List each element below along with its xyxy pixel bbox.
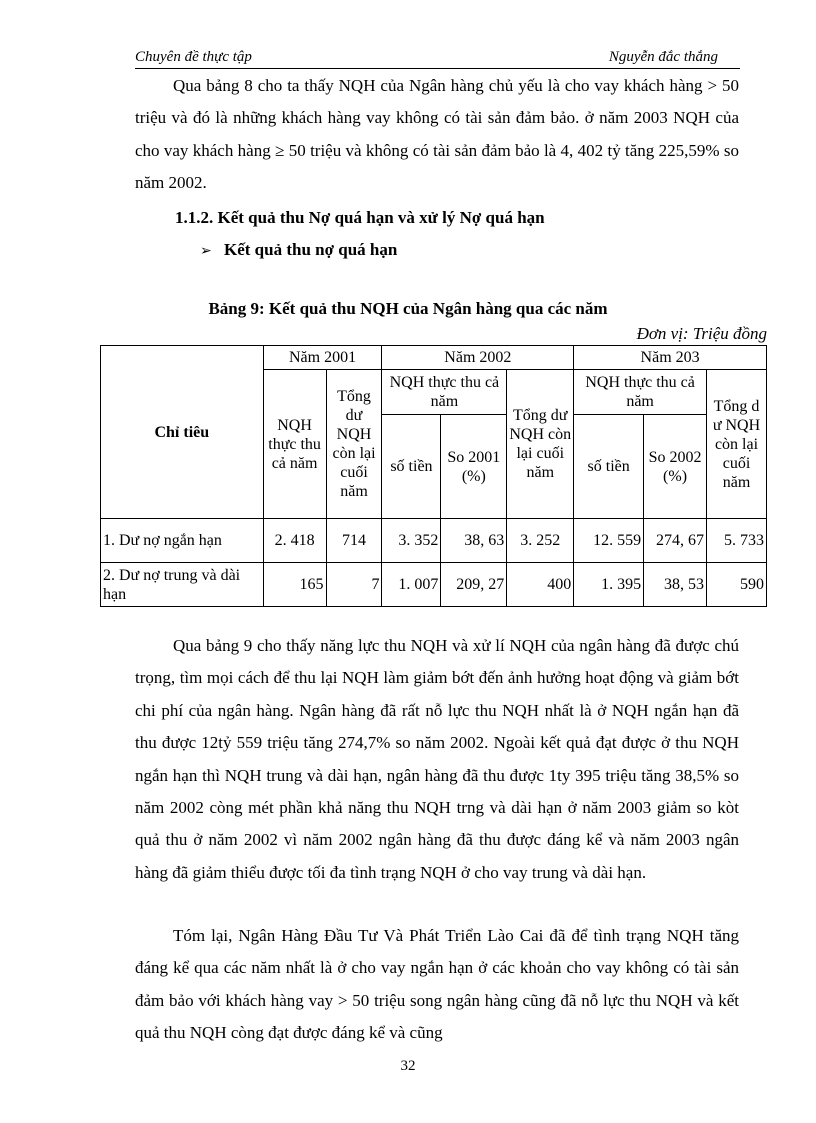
- cell: 165: [263, 563, 326, 607]
- y2003-amount-header: số tiền: [574, 415, 644, 519]
- cell: 1. 395: [574, 563, 644, 607]
- table-unit: Đơn vị: Triệu đồng: [636, 324, 767, 343]
- cell: 714: [326, 519, 382, 563]
- y2002-amount-header: số tiền: [382, 415, 441, 519]
- cell: 590: [707, 563, 767, 607]
- section-heading: 1.1.2. Kết quả thu Nợ quá hạn và xử lý Nợ quá hạn: [175, 208, 545, 227]
- results-table: [100, 345, 767, 607]
- table-caption: Bảng 9: Kết quả thu NQH của Ngân hàng qua các năm: [208, 299, 608, 318]
- cell: 1. 007: [382, 563, 441, 607]
- row-label: 1. Dư nợ ngắn hạn: [101, 519, 264, 563]
- y2003-percent-header: So 2002 (%): [644, 415, 707, 519]
- y2002-balance-header: Tổng dư NQH còn lại cuối năm: [507, 370, 574, 519]
- cell: 209, 27: [441, 563, 507, 607]
- y2002-collected-group: NQH thực thu cả năm: [382, 370, 507, 415]
- cell: 12. 559: [574, 519, 644, 563]
- cell: 5. 733: [707, 519, 767, 563]
- y2003-collected-group: NQH thực thu cả năm: [574, 370, 707, 415]
- bullet-heading-text: Kết quả thu nợ quá hạn: [223, 240, 398, 259]
- page-number: 32: [400, 1058, 416, 1074]
- col-label: Chỉ tiêu: [101, 346, 264, 519]
- table-row: [101, 519, 767, 563]
- y2001-collected-header: NQH thực thu cả năm: [263, 370, 326, 519]
- paragraph-2: Qua bảng 9 cho thấy năng lực thu NQH và xử lí NQH của ngân hàng đã được chú trọng, tìm mọi cách để thu lại NQH làm giảm bớt đến ảnh hưởng hoạt động và giảm bớt chi phí của ngân hàng. Ngân hàng đã rất nỗ lực thu NQH nhất là ở NQH ngắn hạn đã thu được 12tỷ 559 triệu tăng 274,7% so năm 2002. Ngoài kết quả đạt được ở thu NQH ngắn hạn thì NQH trung và dài hạn, ngân hàng đã thu được 1ty 395 triệu tăng 38,5% so năm 2002 còng mét phần khả năng thu NQH trng và dài hạn ở năm 2003 giảm so kòt quả thu ở năm 2002 vì năm 2002 ngân hàng đã thu được đáng kể và năm 2003 ngân hàng đã giảm thiểu được tối đa tình trạng NQH ở cho vay trung và dài hạn.: [135, 636, 739, 882]
- cell: 38, 53: [644, 563, 707, 607]
- paragraph-1: Qua bảng 8 cho ta thấy NQH của Ngân hàng chủ yếu là cho vay khách hàng > 50 triệu và đó là những khách hàng vay không có tài sản đảm bảo. ở năm 2003 NQH của cho vay khách hàng ≥ 50 triệu và không có tài sản đảm bảo là 4, 402 tỷ tăng 225,59% so năm 2002.: [135, 76, 739, 193]
- header-right: Nguyễn đắc thắng: [608, 49, 718, 65]
- header-left: Chuyên đề thực tập: [135, 49, 252, 65]
- cell: 400: [507, 563, 574, 607]
- y2003-balance-header: Tổng d ư NQH còn lại cuối năm: [707, 370, 767, 519]
- y2001-balance-header: Tổng dư NQH còn lại cuối năm: [326, 370, 382, 519]
- cell: 3. 352: [382, 519, 441, 563]
- page-header: [135, 48, 740, 69]
- arrow-bullet-icon: ➢: [200, 243, 212, 259]
- y2002-percent-header: So 2001 (%): [441, 415, 507, 519]
- cell: 3. 252: [507, 519, 574, 563]
- cell: 2. 418: [263, 519, 326, 563]
- bullet-heading: [200, 240, 397, 260]
- paragraph-3: Tóm lại, Ngân Hàng Đầu Tư Và Phát Triển Lào Cai đã để tình trạng NQH tăng đáng kể qua các năm nhất là ở cho vay ngắn hạn ở các khoản cho vay không có tài sản đảm bảo với khách hàng vay > 50 triệu song ngân hàng cũng đã nỗ lực thu NQH và kết quả thu NQH còng đạt được đáng kể và cũng: [135, 926, 739, 1043]
- table-row: [101, 563, 767, 607]
- year-2003-header: Năm 203: [574, 346, 767, 370]
- cell: 38, 63: [441, 519, 507, 563]
- cell: 274, 67: [644, 519, 707, 563]
- row-label: 2. Dư nợ trung và dài hạn: [101, 563, 264, 607]
- year-2001-header: Năm 2001: [263, 346, 382, 370]
- cell: 7: [326, 563, 382, 607]
- year-2002-header: Năm 2002: [382, 346, 574, 370]
